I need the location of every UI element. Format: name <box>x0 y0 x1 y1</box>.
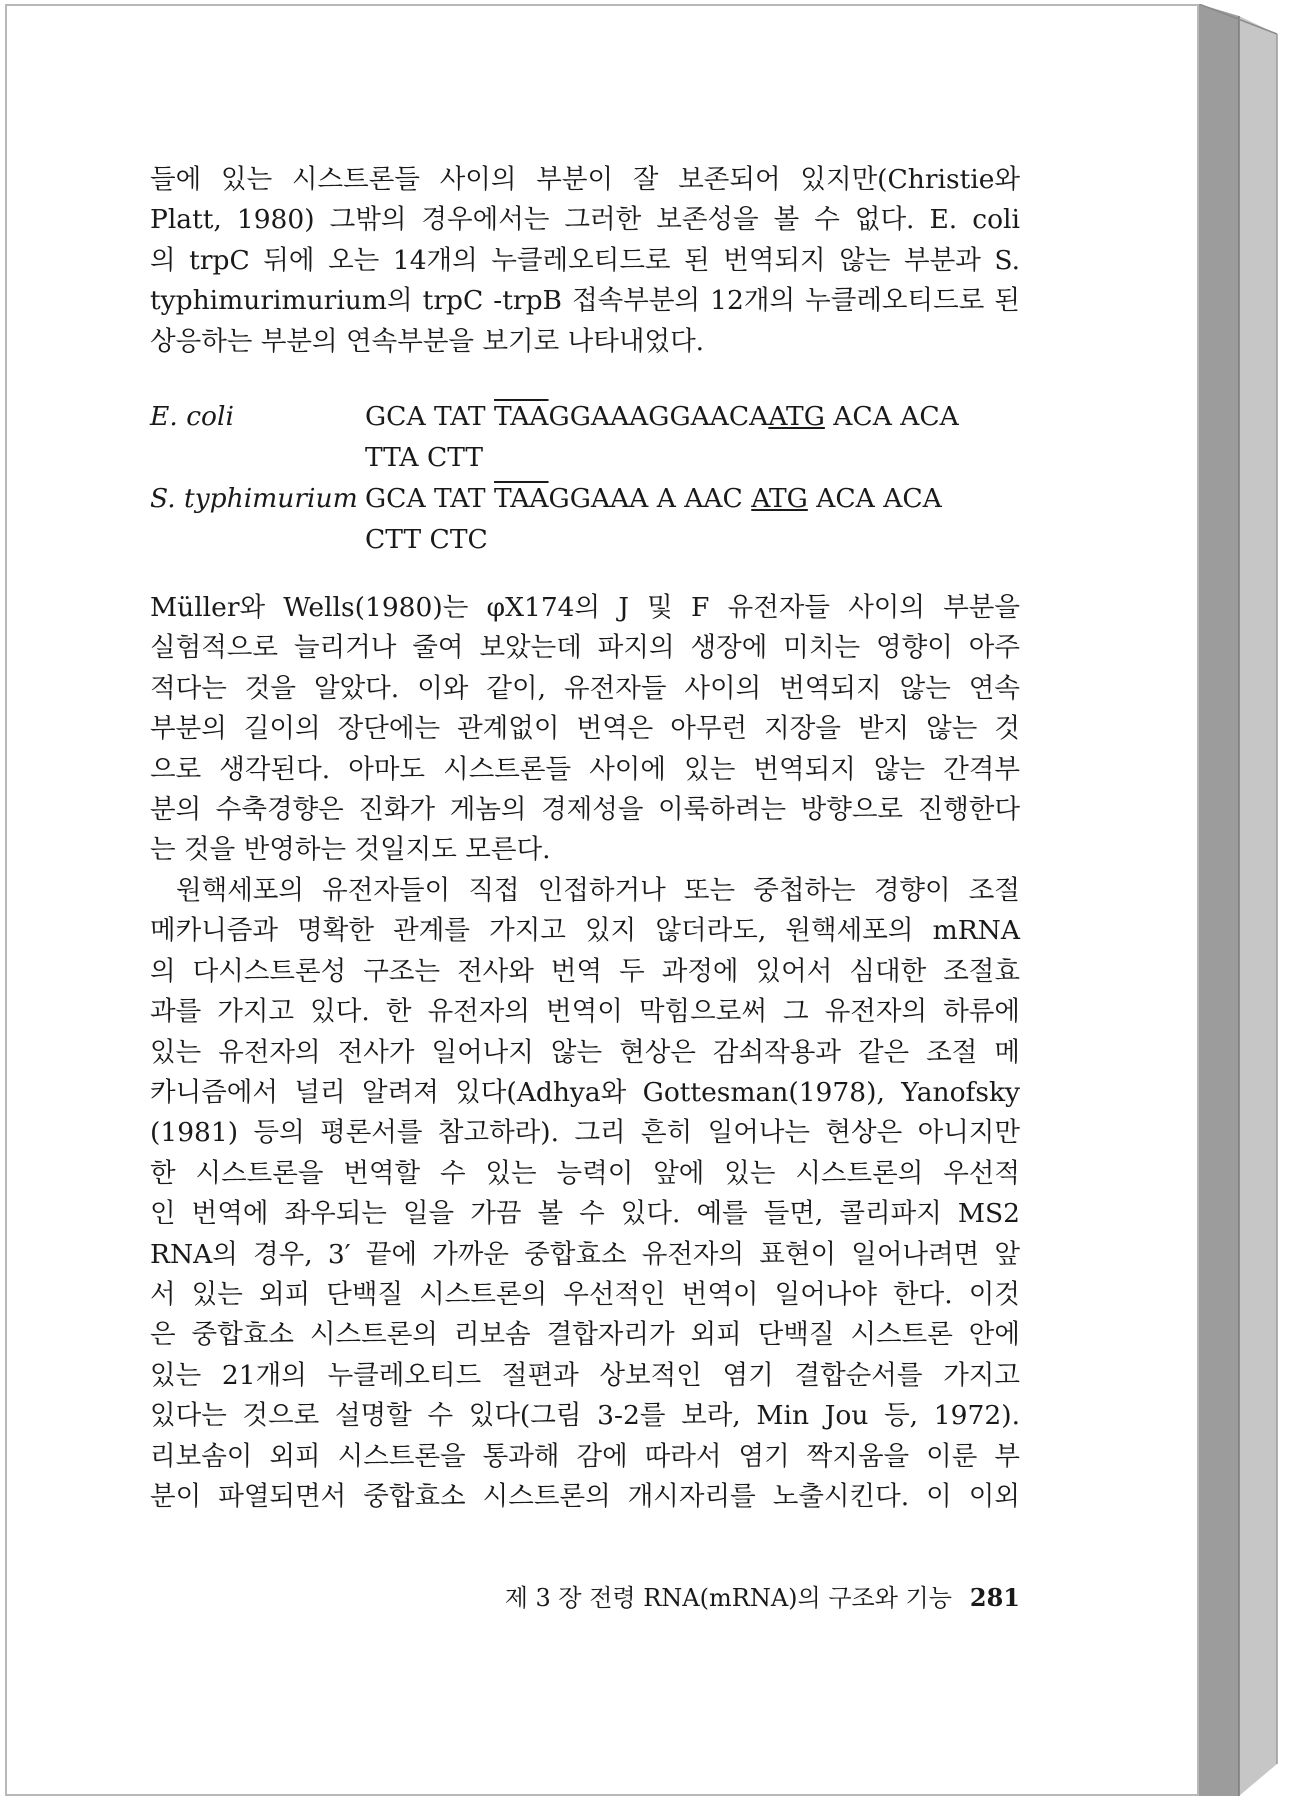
chapter-title: 제 3 장 전령 RNA(mRNA)의 구조와 기능 <box>504 1584 952 1612</box>
text-line: (1981) 등의 평론서를 참고하라). 그리 흔히 일어나는 현상은 아니지만 <box>150 1117 1020 1149</box>
text-line: 서 있는 외피 단백질 시스트론의 우선적인 번역이 일어나야 한다. 이것 <box>150 1278 1020 1310</box>
sequence-comparison <box>150 396 1020 560</box>
text-line: 리보솜이 외피 시스트론을 통과해 감에 따라서 염기 짝지움을 이룬 부 <box>150 1440 1020 1472</box>
text-line: 인 번역에 좌우되는 일을 가끔 볼 수 있다. 예를 들면, 콜리파지 MS2 <box>150 1198 1020 1230</box>
sequence-row-e-coli <box>150 396 1020 478</box>
text-line: 분의 수축경향은 진화가 게놈의 경제성을 이룩하려는 방향으로 진행한다 <box>150 794 1020 826</box>
text-line: 메카니즘과 명확한 관계를 가지고 있지 않더라도, 원핵세포의 mRNA <box>150 915 1020 947</box>
text-line: Platt, 1980) 그밖의 경우에서는 그러한 보존성을 볼 수 없다. E. coli <box>150 204 1020 236</box>
text-line: 상응하는 부분의 연속부분을 보기로 나타내었다. <box>150 325 705 357</box>
sequence-text: GCA TAT $\overline{TAA}GGAAA$ A AAC ATG ACA ACA CTT CTC <box>365 483 942 556</box>
text-line: 으로 생각된다. 아마도 시스트론들 사이에 있는 번역되지 않는 간격부 <box>150 753 1020 785</box>
text-line: 들에 있는 시스트론들 사이의 부분이 잘 보존되어 있지만(Christie와 <box>150 164 1020 195</box>
text-line: 적다는 것을 알았다. 이와 같이, 유전자들 사이의 번역되지 않는 연속 <box>150 672 1020 704</box>
text-line: 있는 21개의 누클레오티드 절편과 상보적인 염기 결합순서를 가지고 <box>150 1359 1020 1391</box>
text-line: 의 다시스트론성 구조는 전사와 번역 두 과정에 있어서 심대한 조절효 <box>150 955 1020 987</box>
text-line: 은 중합효소 시스트론의 리보솜 결합자리가 외피 단백질 시스트론 안에 <box>150 1319 1020 1351</box>
organism-name: E. coli <box>150 401 234 433</box>
text-line: RNA의 경우, 3′ 끝에 가까운 중합효소 유전자의 표현이 일어나려면 앞 <box>150 1238 1020 1270</box>
text-line: 과를 가지고 있다. 한 유전자의 번역이 막힘으로써 그 유전자의 하류에 <box>150 996 1020 1028</box>
text-line: 카니즘에서 널리 알려져 있다(Adhya와 Gottesman(1978), Yanofsky <box>150 1076 1020 1108</box>
text-line: 있는 유전자의 전사가 일어나지 않는 현상은 감쇠작용과 같은 조절 메 <box>150 1036 1020 1068</box>
page-number: 281 <box>969 1583 1020 1612</box>
text-line: 부분의 길이의 장단에는 관계없이 번역은 아무런 지장을 받지 않는 것 <box>150 713 1020 745</box>
text-line: 실험적으로 늘리거나 줄여 보았는데 파지의 생장에 미치는 영향이 아주 <box>150 632 1020 664</box>
text-line: 의 trpC 뒤에 오는 14개의 누클레오티드로 된 번역되지 않는 부분과 S. <box>150 244 1020 276</box>
text-line: 있다는 것으로 설명할 수 있다(그림 3-2를 보라, Min Jou 등, 1972). <box>150 1400 1020 1432</box>
paragraph-3 <box>150 871 1020 1518</box>
paragraph-2 <box>150 588 1020 871</box>
sequence-row-s-typhimurium <box>150 478 1020 560</box>
paragraph-1 <box>150 160 1020 362</box>
text-line: 원핵세포의 유전자들이 직접 인접하거나 또는 중첩하는 경향이 조절 <box>176 874 1020 906</box>
text-line: 는 것을 반영하는 것일지도 모른다. <box>150 834 551 866</box>
text-line: typhimurimurium의 trpC -trpB 접속부분의 12개의 누클레오티드로 된 <box>150 285 1020 317</box>
text-line: 분이 파열되면서 중합효소 시스트론의 개시자리를 노출시킨다. 이 이외 <box>150 1480 1020 1512</box>
page-footer <box>460 1578 1020 1613</box>
text-line: 한 시스트론을 번역할 수 있는 능력이 앞에 있는 시스트론의 우선적 <box>150 1157 1020 1189</box>
organism-name: S. typhimurium <box>150 483 358 515</box>
text-line: Müller와 Wells(1980)는 φX174의 J 및 F 유전자들 사이의 부분을 <box>150 592 1020 624</box>
book-edge <box>1199 4 1299 1796</box>
sequence-text: GCA TAT $\overline{TAA}GGAAAGGAACAATG$ ACA ACA TTA CTT <box>365 401 959 474</box>
page-content <box>150 160 1020 1517</box>
